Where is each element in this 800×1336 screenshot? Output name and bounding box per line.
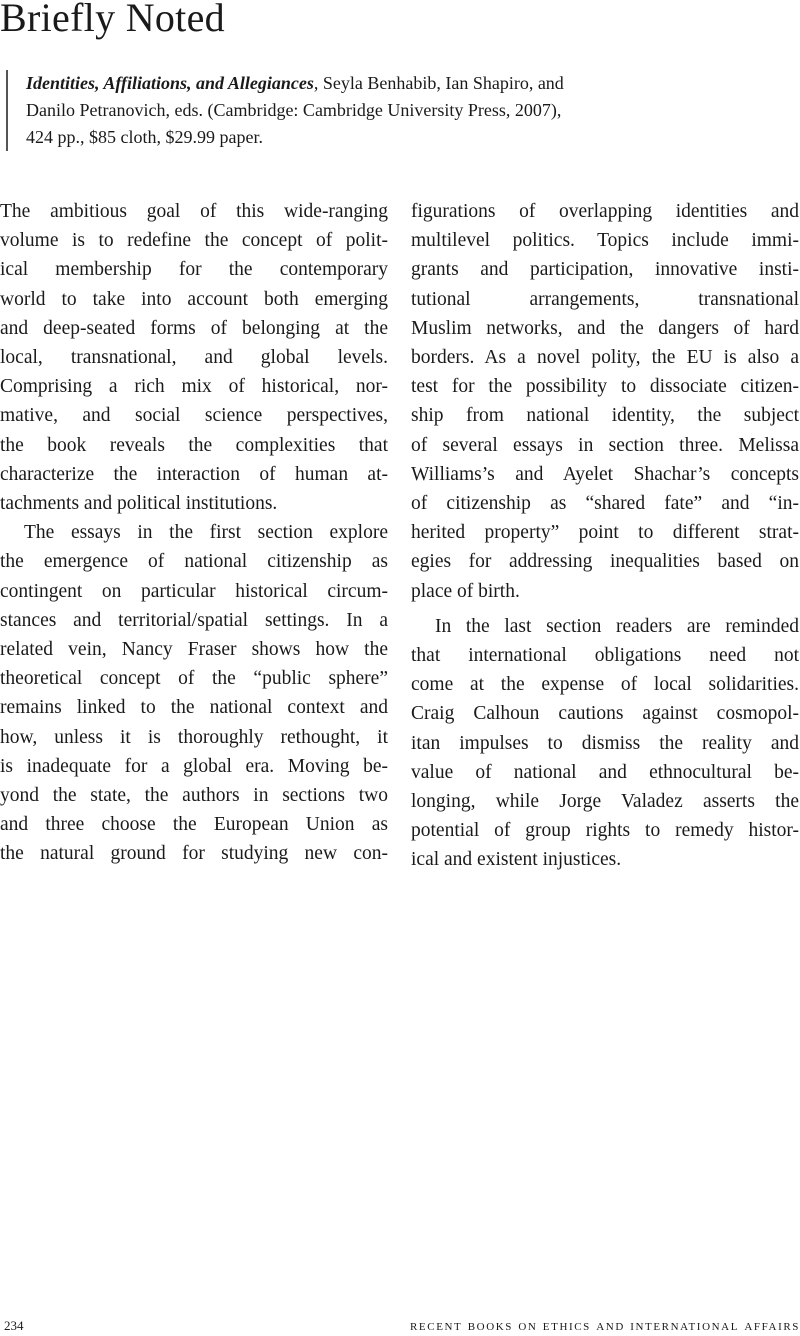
page-footer xyxy=(0,1316,800,1336)
paragraph xyxy=(0,197,388,518)
book-title: Identities, Affiliations, and Allegiances xyxy=(26,73,314,93)
text-line: itan impulses to dismiss the reality and xyxy=(411,732,799,754)
text-line: borders. As a novel polity, the EU is also a xyxy=(411,347,799,369)
text-line: ical membership for the contemporary xyxy=(0,259,388,281)
text-line: potential of group rights to remedy histor- xyxy=(411,820,799,842)
text-line: ship from national identity, the subject xyxy=(411,405,799,427)
text-line: related vein, Nancy Fraser shows how the xyxy=(0,639,388,661)
page-title: Briefly Noted xyxy=(0,0,225,40)
text-line: figurations of overlapping identities and xyxy=(411,201,799,222)
paragraph xyxy=(411,197,799,606)
text-line: is inadequate for a global era. Moving be- xyxy=(0,755,388,777)
text-line: grants and participation, innovative insti- xyxy=(411,259,799,281)
text-line: local, transnational, and global levels. xyxy=(0,347,388,369)
citation-editors: , Seyla Benhabib, Ian Shapiro, and xyxy=(313,73,564,93)
text-line: tutional arrangements, transnational xyxy=(411,288,799,310)
text-line: contingent on particular historical circum- xyxy=(0,580,388,602)
text-line: Comprising a rich mix of historical, nor- xyxy=(0,376,388,398)
paragraph xyxy=(0,518,388,868)
text-line: test for the possibility to dissociate citizen- xyxy=(411,376,799,398)
text-line: value of national and ethnocultural be- xyxy=(411,761,799,783)
text-line: world to take into account both emerging xyxy=(0,288,388,310)
text-line: of citizenship as “shared fate” and “in- xyxy=(411,493,799,515)
book-citation xyxy=(6,70,716,151)
page-number: 234 xyxy=(4,1318,24,1333)
text-line: multilevel politics. Topics include immi- xyxy=(411,230,799,252)
text-line: Craig Calhoun cautions against cosmopol- xyxy=(411,703,799,725)
text-line: the natural ground for studying new con- xyxy=(0,843,388,865)
text-line: and three choose the European Union as xyxy=(0,814,388,836)
text-line: stances and territorial/spatial settings. In a xyxy=(0,609,388,631)
text-line: tachments and political institutions. xyxy=(0,493,278,515)
text-line: Muslim networks, and the dangers of hard xyxy=(411,317,799,339)
text-line: ical and existent injustices. xyxy=(411,849,622,871)
text-line: remains linked to the national context and xyxy=(0,697,388,719)
running-head: recent books on ethics and international affairs xyxy=(410,1318,800,1334)
text-line: how, unless it is thoroughly rethought, it xyxy=(0,726,388,748)
right-column xyxy=(411,197,799,875)
text-line: yond the state, the authors in sections two xyxy=(0,785,388,807)
text-line: Williams’s and Ayelet Shachar’s concepts xyxy=(411,463,799,485)
text-line: herited property” point to different strat- xyxy=(411,522,799,544)
text-line: of several essays in section three. Melissa xyxy=(411,434,799,456)
text-line: longing, while Jorge Valadez asserts the xyxy=(411,791,799,813)
text-line: egies for addressing inequalities based on xyxy=(411,551,799,573)
text-line: come at the expense of local solidarities. xyxy=(411,674,799,696)
text-line: that international obligations need not xyxy=(411,645,799,667)
text-line: characterize the interaction of human at- xyxy=(0,463,388,485)
citation-line-1 xyxy=(26,70,716,97)
text-line: the emergence of national citizenship as xyxy=(0,551,388,573)
text-line: The ambitious goal of this wide-ranging xyxy=(0,201,388,222)
text-line: mative, and social science perspectives, xyxy=(0,405,388,427)
text-line: the book reveals the complexities that xyxy=(0,434,388,456)
text-line: The essays in the first section explore xyxy=(24,522,388,544)
text-line: volume is to redefine the concept of polit- xyxy=(0,230,388,252)
text-line: place of birth. xyxy=(411,580,520,602)
paragraph xyxy=(411,612,799,875)
citation-line-2: Danilo Petranovich, eds. (Cambridge: Cambridge University Press, 2007), xyxy=(26,100,562,120)
text-line: In the last section readers are reminded xyxy=(435,615,799,637)
text-line: and deep-seated forms of belonging at the xyxy=(0,317,388,339)
review-body xyxy=(0,197,800,887)
left-column xyxy=(0,197,388,869)
citation-line-3: 424 pp., $85 cloth, $29.99 paper. xyxy=(26,127,263,147)
text-line: theoretical concept of the “public sphere” xyxy=(0,668,388,690)
